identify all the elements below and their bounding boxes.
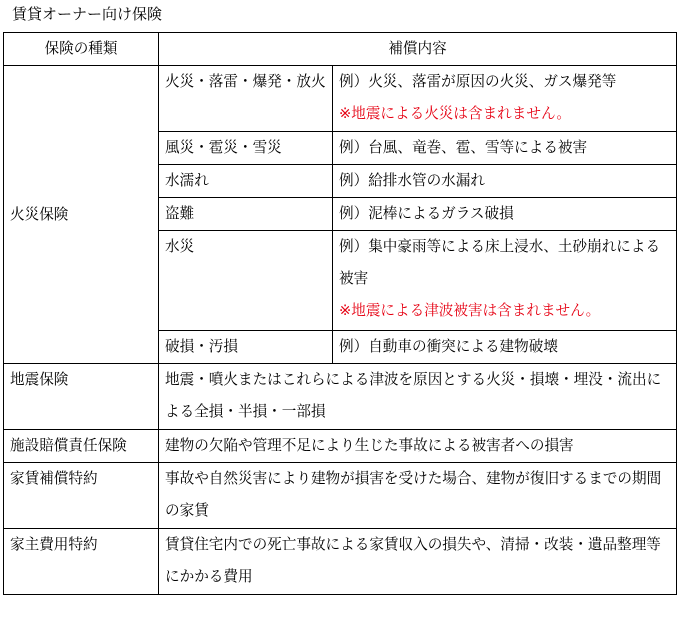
- table-row: [4, 430, 677, 463]
- insurance-type-label: 施設賠償責任保険: [4, 430, 159, 463]
- table-row: [4, 364, 677, 430]
- exclusion-note: ※地震による津波被害は含まれません。: [339, 302, 601, 319]
- coverage-description: 地震・噴火またはこれらによる津波を原因とする火災・損壊・埋没・流出による全損・半損・一部損: [159, 364, 677, 430]
- insurance-table: [3, 32, 677, 595]
- insurance-type-label: 家主費用特約: [4, 529, 159, 595]
- table-row: [4, 529, 677, 595]
- peril-description: 例）給排水管の水漏れ: [333, 165, 677, 198]
- peril-type: 破損・汚損: [159, 331, 333, 364]
- peril-description: [333, 66, 677, 132]
- insurance-type-label: 地震保険: [4, 364, 159, 430]
- peril-type: 水災: [159, 231, 333, 331]
- peril-type: 盗難: [159, 198, 333, 231]
- peril-description: [333, 231, 677, 331]
- coverage-description: 事故や自然災害により建物が損害を受けた場合、建物が復旧するまでの期間の家賃: [159, 463, 677, 529]
- coverage-description: 建物の欠陥や管理不足により生じた事故による被害者への損害: [159, 430, 677, 463]
- insurance-type-label: 家賃補償特約: [4, 463, 159, 529]
- peril-type: 水濡れ: [159, 165, 333, 198]
- peril-example: 例）集中豪雨等による床上浸水、土砂崩れによる被害: [339, 238, 661, 287]
- peril-type: 火災・落雷・爆発・放火: [159, 66, 333, 132]
- table-row: [4, 463, 677, 529]
- peril-example: 例）火災、落雷が原因の火災、ガス爆発等: [339, 73, 617, 90]
- exclusion-note: ※地震による火災は含まれません。: [339, 105, 572, 122]
- peril-description: 例）自動車の衝突による建物破壊: [333, 331, 677, 364]
- header-insurance-type: 保険の種類: [4, 33, 159, 66]
- fire-insurance-label: 火災保険: [4, 66, 159, 364]
- peril-description: 例）泥棒によるガラス破損: [333, 198, 677, 231]
- table-caption: 賃貸オーナー向け保険: [12, 5, 163, 23]
- table-header-row: [4, 33, 677, 66]
- header-coverage: 補償内容: [159, 33, 677, 66]
- table-row: [4, 66, 677, 132]
- peril-type: 風災・雹災・雪災: [159, 132, 333, 165]
- peril-description: 例）台風、竜巻、雹、雪等による被害: [333, 132, 677, 165]
- coverage-description: 賃貸住宅内での死亡事故による家賃収入の損失や、清掃・改装・遺品整理等にかかる費用: [159, 529, 677, 595]
